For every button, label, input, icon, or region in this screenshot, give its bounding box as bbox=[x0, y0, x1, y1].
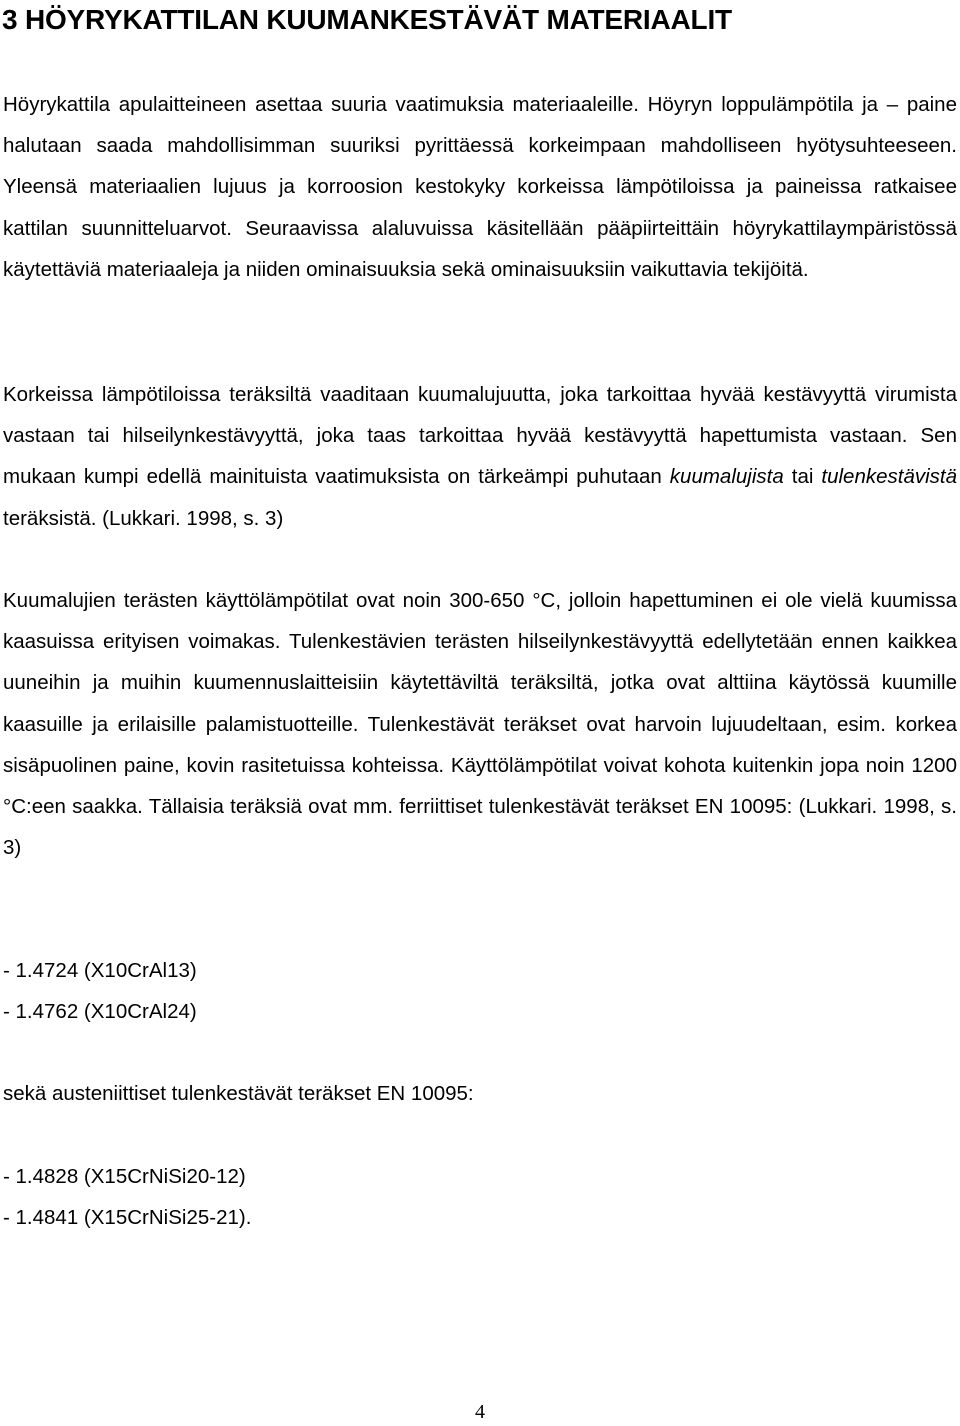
operating-temperature-paragraph: Kuumalujien terästen käyttölämpötilat ovat noin 300-650 °C, jolloin hapettuminen ei ole vielä kuumissa kaasuissa erityisen voimakas. Tulenkestävien terästen hilseilynkestävyyttä edellytetään ennen kaikkea uuneihin ja muihin kuumennuslaitteisiin käytettäviltä teräksiltä, jotka ovat alttiina käytössä kuumille kaasuille ja erilaisille palamistuotteille. Tulenkestävät teräkset ovat harvoin lujuudeltaan, esim. korkea sisäpuolinen paine, kovin rasitetuissa kohteissa. Käyttölämpötilat voivat kohota kuitenkin jopa noin 1200 °C:een saakka. Tällaisia teräksiä ovat mm. ferriittiset tulenkestävät teräkset EN 10095: (Lukkari. 1998, s. 3) bbox=[3, 589, 957, 860]
heat-resistance-paragraph bbox=[3, 374, 957, 539]
section-heading: 3 HÖYRYKATTILAN KUUMANKESTÄVÄT MATERIAALIT bbox=[2, 4, 732, 35]
intro-paragraph: Höyrykattila apulaitteineen asettaa suuria vaatimuksia materiaaleille. Höyryn loppulämpötila ja – paine halutaan saada mahdollisimman suuriksi pyrittäessä korkeimpaan mahdolliseen hyötysuhteeseen. Yleensä materiaalien lujuus ja korroosion kestokyky korkeissa lämpötiloissa ja paineissa ratkaisee kattilan suunnitteluarvot. Seuraavissa alaluvuissa käsitellään pääpiirteittäin höyrykattilaympäristössä käytettäviä materiaaleja ja niiden ominaisuuksia sekä ominaisuuksiin vaikuttavia tekijöitä. bbox=[3, 93, 957, 281]
list-item: - 1.4828 (X15CrNiSi20-12) bbox=[3, 1165, 246, 1188]
list-item: - 1.4841 (X15CrNiSi25-21). bbox=[3, 1206, 252, 1229]
list-item: - 1.4724 (X10CrAl13) bbox=[3, 959, 197, 982]
paragraph-text: Korkeissa lämpötiloissa teräksiltä vaaditaan kuumalujuutta, joka tarkoittaa hyvää kestävyyttä virumista vastaan tai hilseilynkestävyyttä, joka taas tarkoittaa hyvää kestävyyttä hapettumista vastaan. Sen mukaan kumpi edellä mainituista vaatimuksista on tärkeämpi puhutaan bbox=[3, 383, 957, 489]
list-item: - 1.4762 (X10CrAl24) bbox=[3, 1000, 197, 1023]
emphasis-tulenkestavista: tulenkestävistä bbox=[821, 465, 958, 489]
page-number: 4 bbox=[475, 1401, 485, 1423]
emphasis-kuumalujista: kuumalujista bbox=[669, 465, 784, 489]
paragraph-text: tai bbox=[783, 465, 822, 489]
paragraph-text: teräksistä. (Lukkari. 1998, s. 3) bbox=[3, 506, 284, 530]
austenitic-intro-text: sekä austeniittiset tulenkestävät teräkset EN 10095: bbox=[3, 1082, 474, 1105]
